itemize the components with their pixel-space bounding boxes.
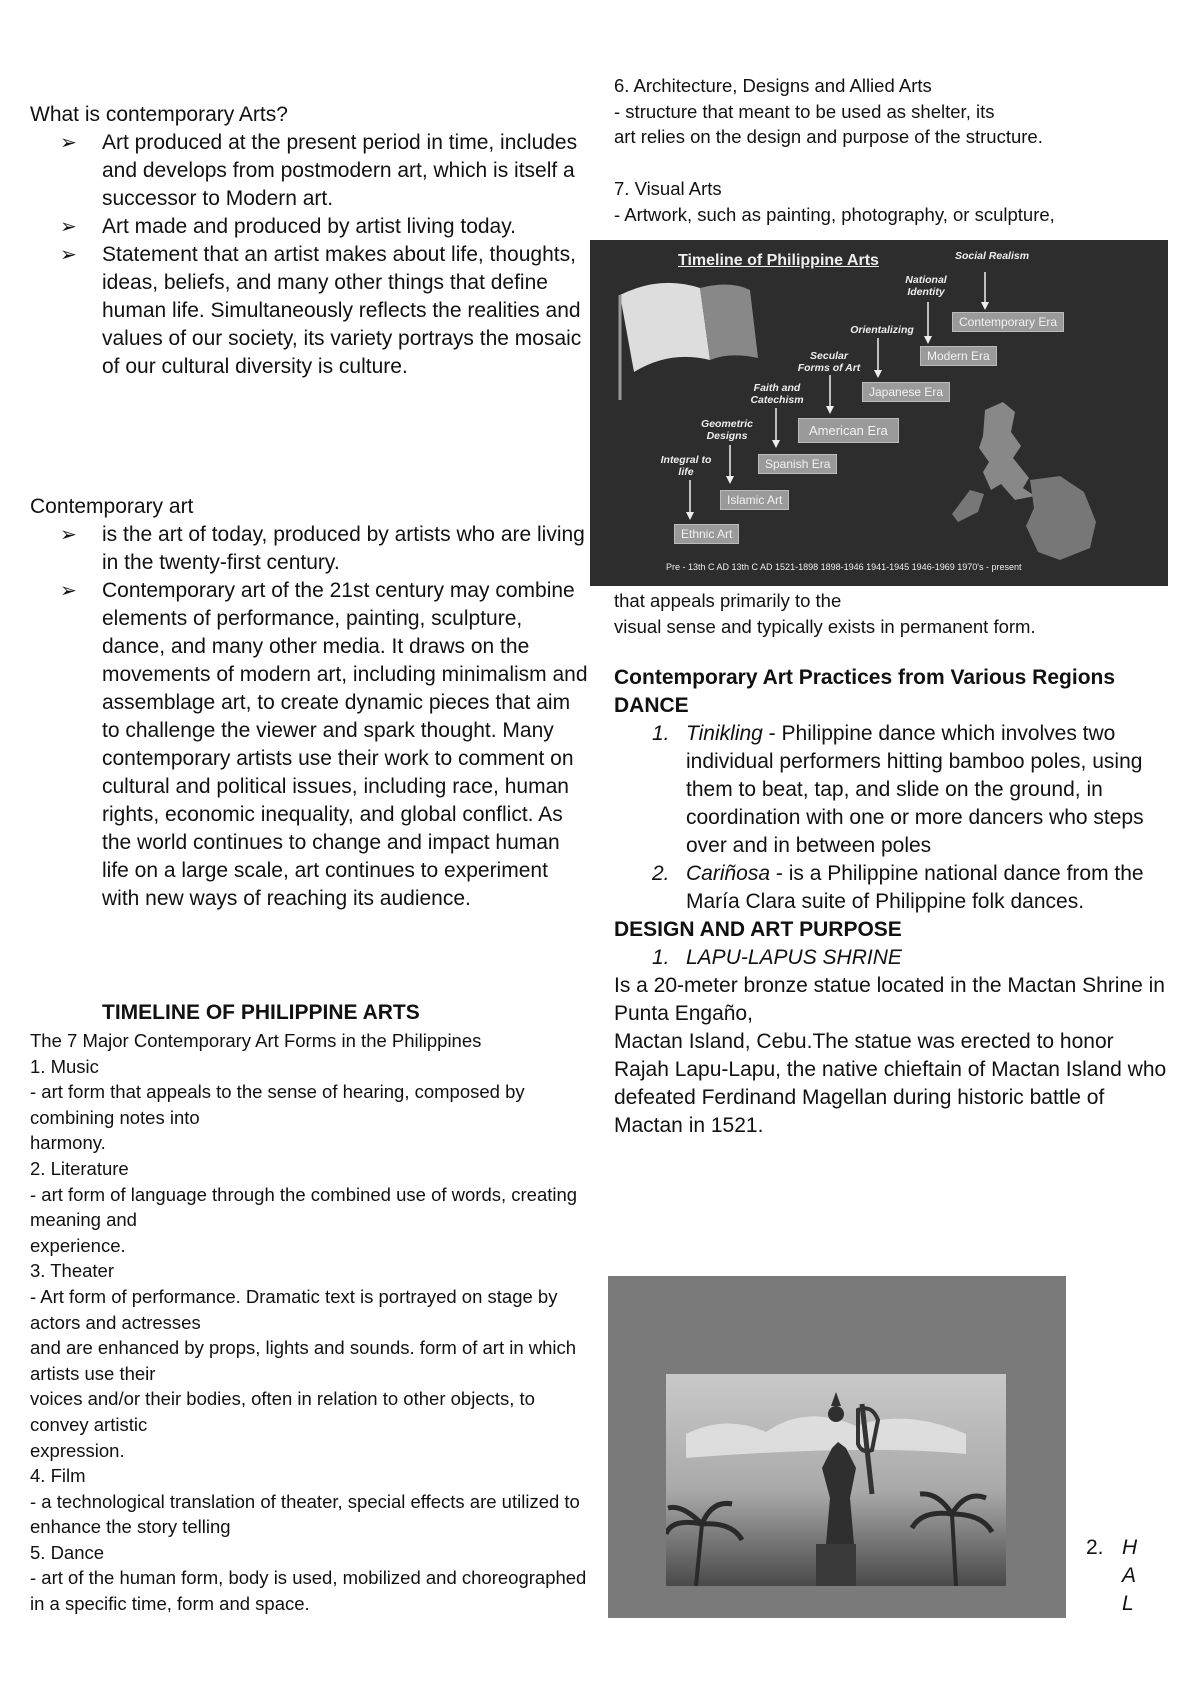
form-desc: - a technological translation of theater, special effects are utilized to enhance the story telling xyxy=(30,1490,580,1538)
timeline-heading: TIMELINE OF PHILIPPINE ARTS xyxy=(102,1001,420,1024)
form-desc: harmony. xyxy=(30,1132,106,1154)
list-item: ➢ Contemporary art of the 21st century may combine elements of performance, painting, sculpture, dance, and many other media. It draws on the movements of modern art, including minimalism and assemblage art, to create dynamic pieces that aim to challenge the viewer and spark thought. Many contemporary artists use their work to comment on cultural and political issues, including race, human rights, economic inequality, and global conflict. As the world continues to change and impact human life on a large scale, art continues to experiment with new ways of reaching its audience. xyxy=(60,579,588,910)
form-desc: - art of the human form, body is used, mobilized and choreographed in a specific time, form and space. xyxy=(30,1567,587,1615)
shrine-desc: Mactan Island, Cebu.The statue was erected to honor Rajah Lapu-Lapu, the native chieftain of Mactan Island who defeated Ferdinand Magellan during historic battle of xyxy=(614,1030,1167,1109)
what-is-bullets xyxy=(30,129,590,381)
form-title: 3. Theater xyxy=(30,1260,114,1282)
dance-heading: DANCE xyxy=(614,694,689,717)
form-desc: - art form of language through the combined use of words, creating meaning and xyxy=(30,1183,578,1231)
timeline-image xyxy=(590,240,1168,586)
timeline-label: Social Realism xyxy=(954,250,1030,262)
timeline-era: Islamic Art xyxy=(720,490,789,510)
dance-list xyxy=(614,720,1174,916)
timeline-label: Orientalizing xyxy=(850,324,914,336)
timeline-label: Faith and Catechism xyxy=(750,382,804,406)
form-desc: - Art form of performance. Dramatic text is portrayed on stage by actors and actresses xyxy=(30,1285,558,1333)
form-title: 1. Music xyxy=(30,1055,99,1077)
form-7-block xyxy=(614,176,1174,227)
arrow-bullet-icon: ➢ xyxy=(60,132,77,154)
list-item: ➢ Art produced at the present period in time, includes and develops from postmodern art, which is itself a successor to Modern art. xyxy=(60,131,578,210)
arrow-bullet-icon: ➢ xyxy=(60,580,77,602)
list-item: 2. Cariñosa - is a Philippine national dance from the María Clara suite of Philippine folk dances. xyxy=(652,862,1144,913)
form-title: 4. Film xyxy=(30,1465,86,1487)
practices-section xyxy=(614,664,1174,1140)
timeline-label: National Identity xyxy=(905,274,947,298)
timeline-era: Contemporary Era xyxy=(952,312,1064,332)
list-item: ➢ is the art of today, produced by artists who are living in the twenty-first century. xyxy=(60,523,585,574)
timeline-era: American Era xyxy=(798,418,899,443)
shrine-desc: Is a 20-meter bronze statue located in the Mactan Shrine in Punta Engaño, xyxy=(614,974,1165,1025)
form-desc: and are enhanced by props, lights and sounds. form of art in which artists use their xyxy=(30,1337,577,1384)
form-desc: - Artwork, such as painting, photography, or sculpture, xyxy=(614,203,1055,225)
form-desc: - art form that appeals to the sense of hearing, composed by combining notes into xyxy=(30,1081,525,1128)
dance-desc: - is a Philippine national dance from the María Clara suite of Philippine folk dances. xyxy=(686,862,1144,913)
art-forms-intro: The 7 Major Contemporary Art Forms in the Philippines xyxy=(30,1030,482,1051)
contemporary-art-bullets xyxy=(30,521,590,913)
shrine-image xyxy=(608,1276,1066,1618)
arrow-bullet-icon: ➢ xyxy=(60,216,77,238)
palm-tree-icon xyxy=(666,1503,742,1586)
timeline-label: Geometric Designs xyxy=(701,418,753,442)
form-title: 2. Literature xyxy=(30,1157,129,1179)
palm-tree-icon xyxy=(912,1494,992,1586)
design-heading: DESIGN AND ART PURPOSE xyxy=(614,918,902,941)
form-desc: visual sense and typically exists in permanent form. xyxy=(614,615,1036,637)
form-desc: - structure that meant to be used as shelter, its xyxy=(614,100,995,122)
timeline-era: Modern Era xyxy=(920,346,997,366)
map-icon xyxy=(979,402,1035,500)
form-desc: expression. xyxy=(30,1439,125,1461)
list-item: 1. LAPU-LAPUS SHRINE xyxy=(652,946,902,969)
form-title: 6. Architecture, Designs and Allied Arts xyxy=(614,75,932,96)
form-desc: voices and/or their bodies, often in relation to other objects, to convey artistic xyxy=(30,1388,535,1435)
timeline-label: Secular Forms of Art xyxy=(797,350,861,374)
form-desc: that appeals primarily to the xyxy=(614,590,842,611)
side-list-number: 2. xyxy=(1086,1536,1104,1559)
side-letter: H xyxy=(1122,1536,1138,1559)
list-item: ➢ Art made and produced by artist living today. xyxy=(30,213,590,241)
timeline-era: Ethnic Art xyxy=(674,524,739,544)
practices-heading: Contemporary Art Practices from Various Regions xyxy=(614,666,1116,689)
dance-desc: - Philippine dance which involves two individual performers hitting bamboo poles, using them to beat, tap, and slide on the ground, in coordination with one or more dancers who steps over and in between poles xyxy=(686,722,1144,857)
side-letter: A xyxy=(1122,1564,1137,1587)
timeline-title: Timeline of Philippine Arts xyxy=(678,252,879,269)
arrow-bullet-icon: ➢ xyxy=(60,244,77,266)
side-letter: L xyxy=(1122,1592,1134,1615)
timeline-label: Integral to life xyxy=(660,454,712,478)
art-forms-list xyxy=(30,1028,590,1617)
timeline-era: Spanish Era xyxy=(758,454,837,474)
flag-icon xyxy=(620,283,710,372)
list-item: 1. Tinikling - Philippine dance which involves two individual performers hitting bamboo poles, using them to beat, tap, and slide on the ground, in coordination with one or more dancers who steps over and in between poles xyxy=(652,722,1144,857)
shrine-photo xyxy=(666,1374,1006,1586)
dance-name: Tinikling xyxy=(686,722,763,745)
heading-contemporary-art: Contemporary art xyxy=(30,495,194,518)
dance-name: Cariñosa xyxy=(686,862,771,885)
timeline-era: Japanese Era xyxy=(862,382,950,402)
form-7-continued xyxy=(614,588,1174,639)
arrow-bullet-icon: ➢ xyxy=(60,524,77,546)
form-desc: art relies on the design and purpose of the structure. xyxy=(614,126,1043,148)
list-item: ➢ Statement that an artist makes about life, thoughts, ideas, beliefs, and many other things that define human life. Simultaneously reflects the realities and values of our society, its variety portrays the mosaic of our cultural diversity is culture. xyxy=(60,243,582,378)
timeline-axis: Pre - 13th C AD 13th C AD 1521-1898 1898-1946 1941-1945 1946-1969 1970's - present xyxy=(666,562,1022,572)
design-list xyxy=(614,944,1174,972)
shrine-desc: Mactan in 1521. xyxy=(614,1114,764,1137)
form-title: 7. Visual Arts xyxy=(614,178,722,199)
statue-graphic xyxy=(666,1374,1006,1586)
form-6-block xyxy=(614,73,1174,150)
form-desc: experience. xyxy=(30,1234,126,1256)
side-list-fragment xyxy=(1086,1534,1138,1618)
design-item: LAPU-LAPUS SHRINE xyxy=(686,946,902,969)
form-title: 5. Dance xyxy=(30,1541,105,1563)
heading-what-is: What is contemporary Arts? xyxy=(30,103,288,126)
